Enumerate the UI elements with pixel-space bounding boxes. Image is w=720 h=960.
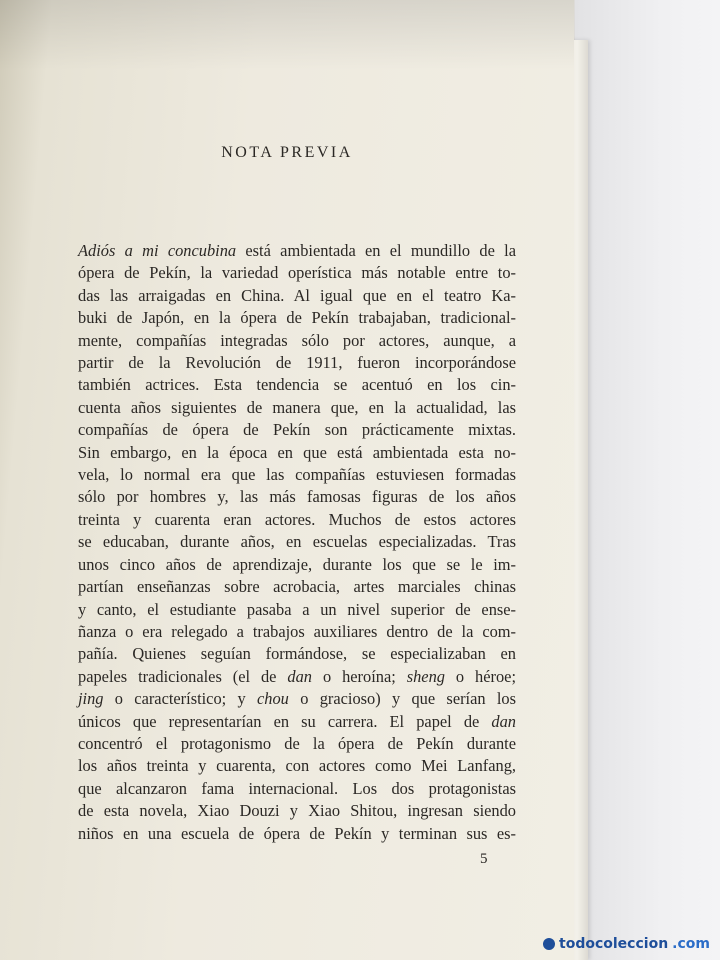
text-segment: que alcanzaron fama internacional. Los dos protagonistas bbox=[78, 778, 516, 798]
text-line bbox=[78, 688, 516, 710]
text-line bbox=[78, 442, 516, 464]
text-segment: de esta novela, Xiao Douzi y Xiao Shitou, ingresan siendo bbox=[78, 801, 516, 821]
text-line bbox=[78, 733, 516, 755]
text-line bbox=[78, 352, 516, 374]
page-shadow bbox=[0, 0, 574, 70]
text-line bbox=[78, 330, 516, 352]
text-segment: cuenta años siguientes de manera que, en la actualidad, las bbox=[78, 397, 516, 417]
text-segment: treinta y cuarenta eran actores. Muchos de estos actores bbox=[78, 509, 516, 529]
italic-term: sheng bbox=[406, 666, 445, 686]
text-segment: sólo por hombres y, las más famosas figuras de los años bbox=[78, 487, 516, 507]
text-line bbox=[78, 285, 516, 307]
text-line bbox=[78, 643, 516, 665]
text-segment: se educaban, durante años, en escuelas especializadas. Tras bbox=[78, 532, 516, 552]
italic-term: dan bbox=[491, 711, 516, 731]
text-segment: únicos que representarían en su carrera. El papel de bbox=[78, 711, 492, 731]
text-segment: los años treinta y cuarenta, con actores como Mei Lanfang, bbox=[78, 756, 516, 776]
italic-term: Adiós a mi concubina bbox=[78, 241, 237, 260]
text-segment: partir de la Revolución de 1911, fueron incorporándose bbox=[78, 353, 516, 373]
text-segment: concentró el protagonismo de la ópera de Pekín durante bbox=[78, 733, 516, 753]
watermark-suffix: .com bbox=[672, 936, 710, 952]
chapter-title: NOTA PREVIA bbox=[221, 144, 353, 161]
text-segment: pañía. Quienes seguían formándose, se especializaban en bbox=[78, 644, 516, 664]
text-segment: o gracioso) y que serían los bbox=[288, 689, 516, 709]
text-line bbox=[78, 307, 516, 329]
text-segment: niños en una escuela de ópera de Pekín y terminan sus es- bbox=[78, 823, 516, 843]
text-segment: o héroe; bbox=[444, 666, 516, 686]
text-segment: ópera de Pekín, la variedad operística más notable entre to- bbox=[78, 263, 516, 283]
text-line bbox=[78, 262, 516, 284]
text-segment: o característico; y bbox=[103, 689, 258, 709]
italic-term: chou bbox=[257, 689, 289, 709]
text-line bbox=[78, 509, 516, 531]
italic-term: jing bbox=[78, 689, 104, 709]
text-segment: ñanza o era relegado a trabajos auxiliares dentro de la com- bbox=[78, 621, 516, 641]
text-line bbox=[78, 531, 516, 553]
text-line bbox=[78, 486, 516, 508]
watermark-logo bbox=[543, 936, 710, 952]
page-number: 5 bbox=[480, 851, 488, 867]
text-segment: Sin embargo, en la época en que está ambientada esta no- bbox=[78, 442, 516, 462]
text-segment: papeles tradicionales (el de bbox=[78, 666, 288, 686]
text-line bbox=[78, 374, 516, 396]
text-line bbox=[78, 621, 516, 643]
text-line bbox=[78, 576, 516, 598]
text-segment: partían enseñanzas sobre acrobacia, artes marciales chinas bbox=[78, 577, 516, 597]
text-line bbox=[78, 778, 516, 800]
text-segment: también actrices. Esta tendencia se acentuó en los cin- bbox=[78, 375, 516, 395]
text-line bbox=[78, 666, 516, 688]
text-line bbox=[78, 419, 516, 441]
text-line bbox=[78, 464, 516, 486]
text-segment: o heroína; bbox=[312, 666, 407, 686]
body-text bbox=[78, 240, 516, 845]
text-segment: das las arraigadas en China. Al igual que en el teatro Ka- bbox=[78, 285, 516, 305]
watermark-text: todocoleccion bbox=[559, 936, 669, 952]
text-segment: está ambientada en el mundillo de la bbox=[236, 241, 516, 260]
text-line bbox=[78, 800, 516, 822]
text-line bbox=[78, 240, 516, 262]
text-segment: unos cinco años de aprendizaje, durante los que se le im- bbox=[78, 554, 516, 574]
text-segment: buki de Japón, en la ópera de Pekín trabajaban, tradicional- bbox=[78, 308, 516, 328]
watermark-icon bbox=[543, 938, 555, 950]
text-segment: y canto, el estudiante pasaba a un nivel superior de ense- bbox=[78, 599, 516, 619]
text-line bbox=[78, 823, 516, 845]
italic-term: dan bbox=[287, 666, 312, 686]
text-line bbox=[78, 711, 516, 733]
background-surface bbox=[575, 0, 720, 960]
text-line bbox=[78, 599, 516, 621]
text-line bbox=[78, 397, 516, 419]
text-line bbox=[78, 554, 516, 576]
text-line bbox=[78, 755, 516, 777]
text-segment: mente, compañías integradas sólo por actores, aunque, a bbox=[78, 330, 516, 350]
text-segment: compañías de ópera de Pekín son prácticamente mixtas. bbox=[78, 420, 516, 440]
text-segment: vela, lo normal era que las compañías estuviesen formadas bbox=[78, 465, 516, 485]
